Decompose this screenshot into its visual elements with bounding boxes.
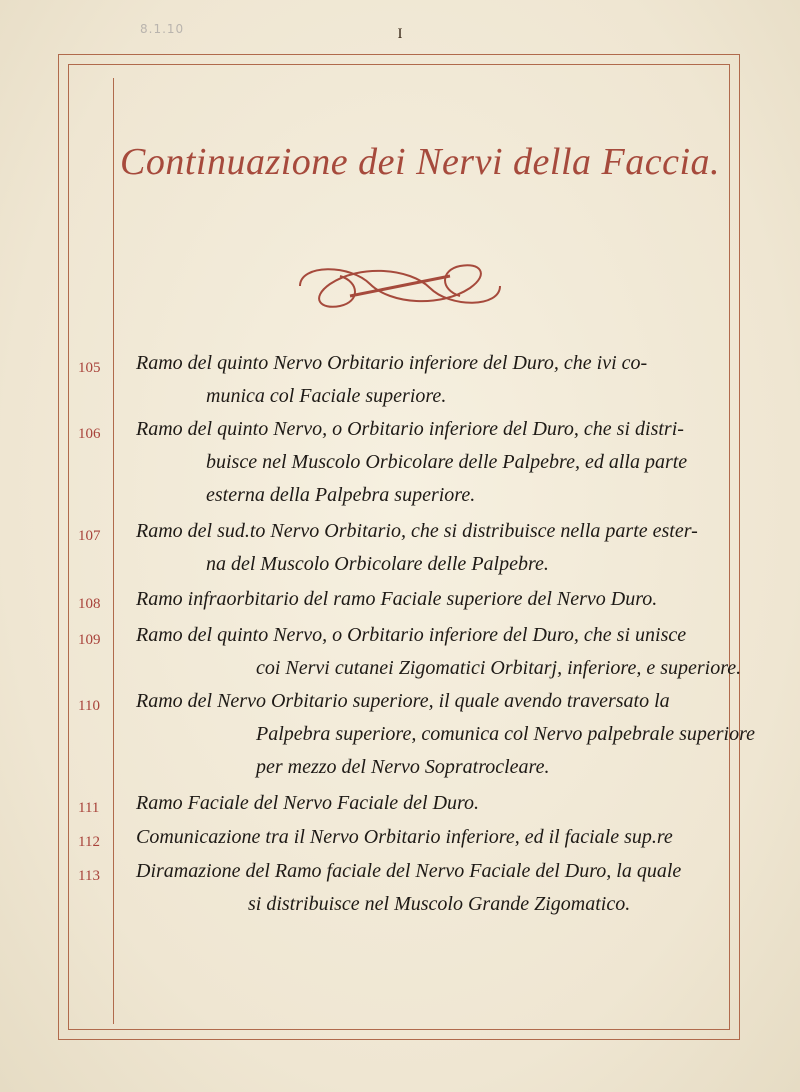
entry-number: 113 bbox=[78, 868, 100, 884]
entry-number: 108 bbox=[78, 596, 101, 612]
entry-line: Ramo infraorbitario del ramo Faciale superiore del Nervo Duro. bbox=[136, 588, 658, 610]
entry-number: 109 bbox=[78, 632, 101, 648]
entry-number: 110 bbox=[78, 698, 100, 714]
entry-line: munica col Faciale superiore. bbox=[206, 385, 447, 407]
entry-number: 105 bbox=[78, 360, 101, 376]
calligraphic-flourish bbox=[290, 256, 510, 316]
entry-line: Ramo del quinto Nervo Orbitario inferiore del Duro, che ivi co- bbox=[136, 352, 648, 374]
entry-line: Ramo Faciale del Nervo Faciale del Duro. bbox=[136, 792, 480, 814]
entry-line: na del Muscolo Orbicolare delle Palpebre. bbox=[206, 553, 549, 575]
entry-number: 111 bbox=[78, 800, 100, 816]
entry-line: coi Nervi cutanei Zigomatici Orbitarj, inferiore, e superiore. bbox=[256, 657, 742, 679]
entry-line: buisce nel Muscolo Orbicolare delle Palpebre, ed alla parte bbox=[206, 451, 688, 473]
page-number: I bbox=[397, 26, 403, 42]
entry-line: Comunicazione tra il Nervo Orbitario inferiore, ed il faciale sup.re bbox=[136, 826, 673, 848]
inner-frame bbox=[68, 64, 730, 1030]
entry-line: si distribuisce nel Muscolo Grande Zigomatico. bbox=[248, 893, 631, 915]
entry-number: 107 bbox=[78, 528, 101, 544]
entry-line: per mezzo del Nervo Sopratrocleare. bbox=[256, 756, 550, 778]
entry-number: 112 bbox=[78, 834, 100, 850]
page-title: Continuazione dei Nervi della Faccia. bbox=[120, 141, 721, 183]
entry-line: Ramo del Nervo Orbitario superiore, il quale avendo traversato la bbox=[136, 690, 670, 712]
entry-line: Diramazione del Ramo faciale del Nervo Faciale del Duro, la quale bbox=[136, 860, 682, 882]
entry-number: 106 bbox=[78, 426, 101, 442]
entry-line: Palpebra superiore, comunica col Nervo palpebrale superiore bbox=[256, 723, 755, 745]
entry-line: Ramo del sud.to Nervo Orbitario, che si distribuisce nella parte ester- bbox=[136, 520, 698, 542]
entry-line: Ramo del quinto Nervo, o Orbitario inferiore del Duro, che si distri- bbox=[136, 418, 684, 440]
entry-line: Ramo del quinto Nervo, o Orbitario inferiore del Duro, che si unisce bbox=[136, 624, 687, 646]
entry-line: esterna della Palpebra superiore. bbox=[206, 484, 476, 506]
pencil-note: 8.1.10 bbox=[140, 22, 185, 36]
